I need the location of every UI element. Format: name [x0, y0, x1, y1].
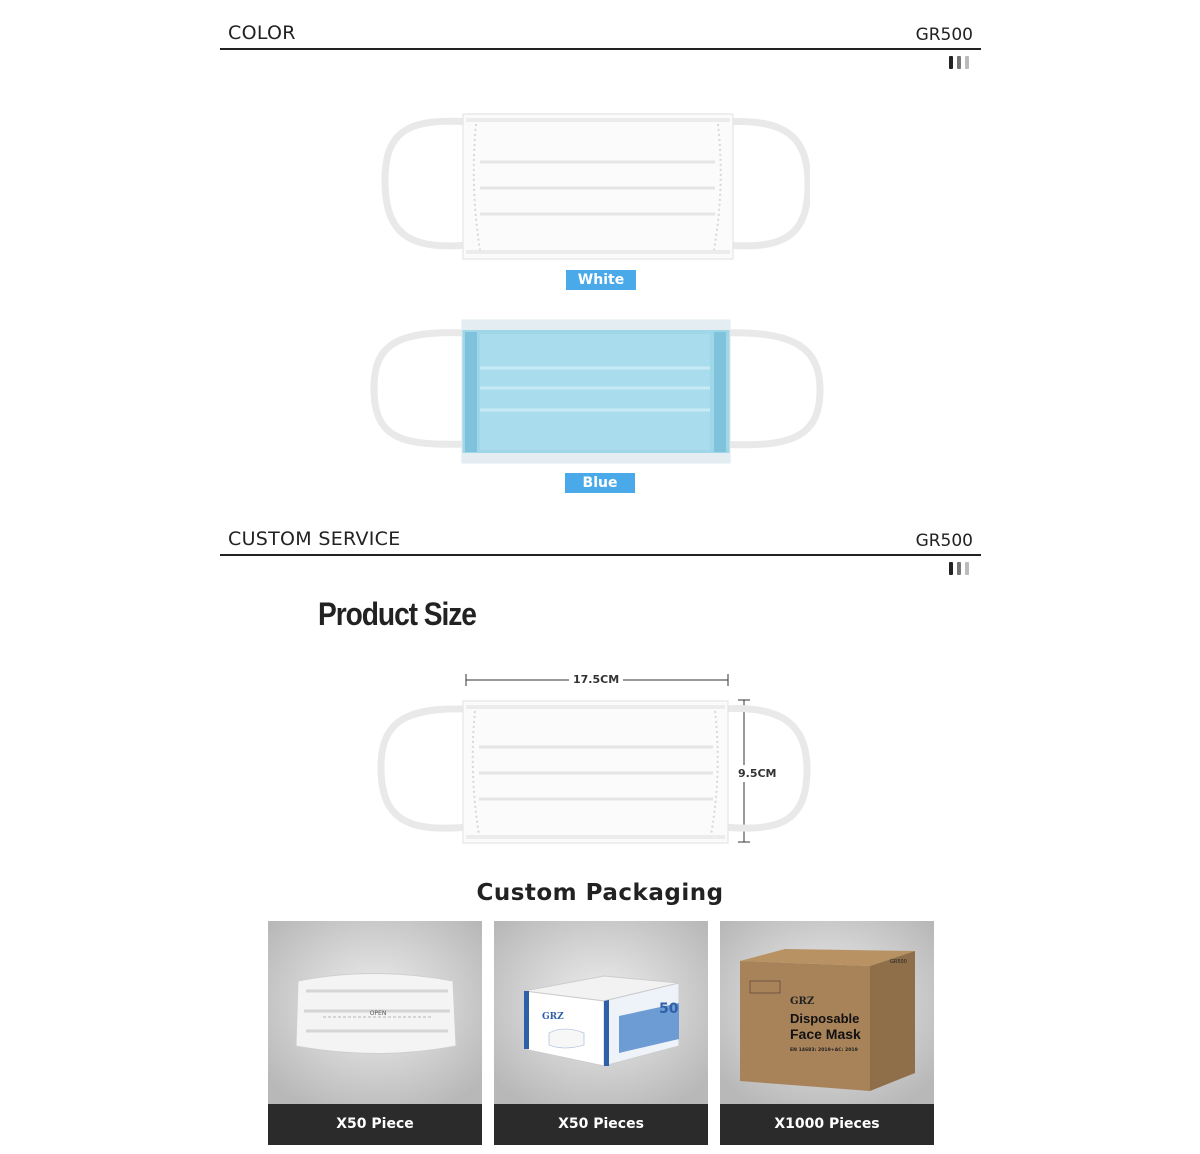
divider	[220, 554, 981, 556]
carton-product-line2: Face Mask	[790, 1026, 861, 1042]
custom-packaging-heading: Custom Packaging	[476, 880, 724, 906]
blue-mask-image	[370, 318, 825, 468]
white-mask-image	[380, 110, 810, 265]
model-code: GR500	[915, 25, 973, 45]
box-package-image	[494, 921, 708, 1104]
width-dimension: 17.5CM	[569, 673, 623, 686]
bag-package-image	[268, 921, 482, 1104]
box-count: 50	[659, 1001, 679, 1017]
package-caption: X1000 Pieces	[720, 1104, 934, 1145]
section-title: COLOR	[228, 22, 296, 44]
open-text: OPEN	[369, 1010, 387, 1017]
section-title: CUSTOM SERVICE	[228, 528, 401, 550]
package-caption: X50 Piece	[268, 1104, 482, 1145]
carton-package-image	[720, 921, 934, 1104]
divider	[220, 48, 981, 50]
carton-product-line1: Disposable	[790, 1011, 860, 1026]
color-section-header	[220, 10, 981, 50]
product-size-heading: Product Size	[318, 596, 476, 632]
decorative-bars-icon	[949, 56, 971, 69]
package-card-bag	[268, 921, 482, 1145]
color-label-blue: Blue	[565, 473, 635, 493]
package-card-box	[494, 921, 708, 1145]
package-card-carton	[720, 921, 934, 1145]
custom-service-section-header	[220, 516, 981, 556]
box-brand: GRZ	[542, 1012, 564, 1022]
height-dimension: 9.5CM	[738, 767, 777, 780]
carton-brand: GRZ	[790, 996, 815, 1007]
decorative-bars-icon	[949, 562, 971, 575]
carton-standard: EN 14683: 2019+AC: 2019	[790, 1048, 858, 1053]
color-label-white: White	[566, 270, 636, 290]
package-caption: X50 Pieces	[494, 1104, 708, 1145]
model-code: GR500	[915, 531, 973, 551]
size-mask-image	[375, 697, 815, 847]
carton-model: GR500	[890, 959, 907, 965]
